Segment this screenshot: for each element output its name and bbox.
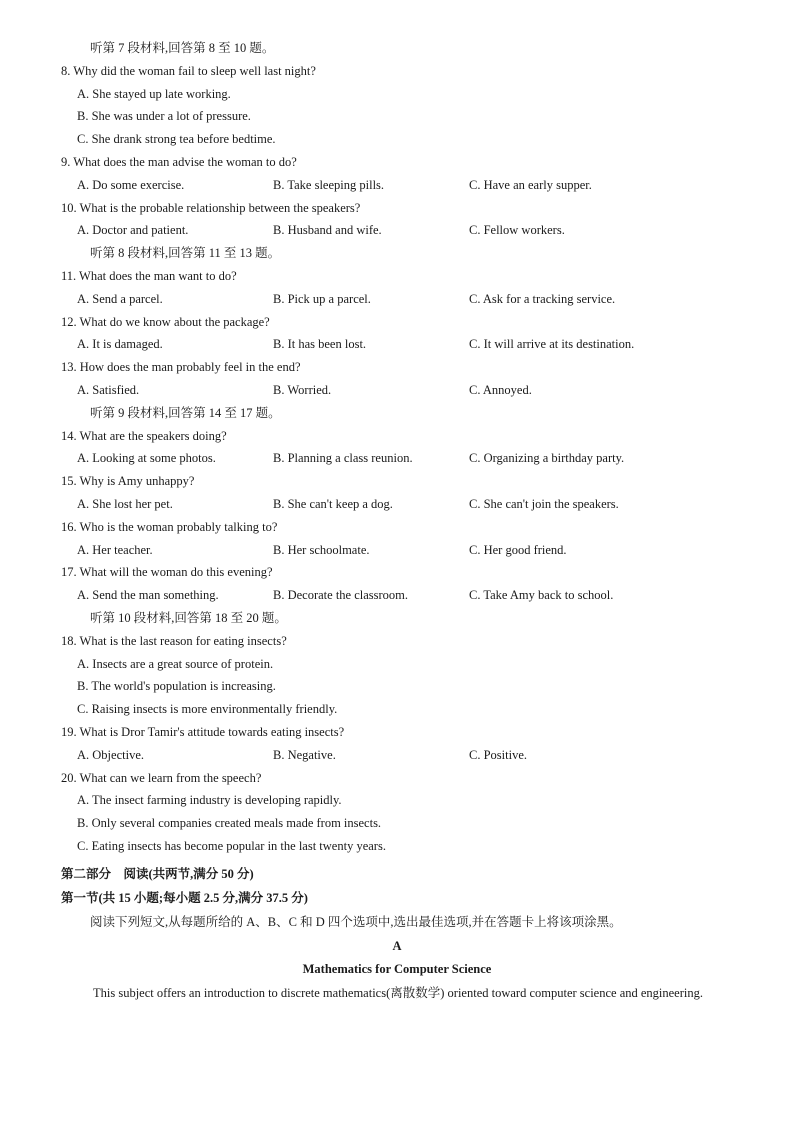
answer-option-a: A. Send the man something. <box>77 588 219 602</box>
answer-option-a: A. Looking at some photos. <box>77 451 216 465</box>
answer-option-a: A. It is damaged. <box>77 337 163 351</box>
section-instruction: 听第 10 段材料,回答第 18 至 20 题。 <box>90 611 287 625</box>
question-stem: 12. What do we know about the package? <box>61 315 270 329</box>
answer-option-a: A. Her teacher. <box>77 543 153 557</box>
answer-option-c: C. Ask for a tracking service. <box>469 292 616 306</box>
question-stem: 19. What is Dror Tamir's attitude towards eating insects? <box>61 725 345 739</box>
question-stem: 17. What will the woman do this evening? <box>61 565 273 579</box>
answer-option-b: B. She can't keep a dog. <box>273 497 393 511</box>
answer-option: B. She was under a lot of pressure. <box>77 109 251 123</box>
section-instruction: 听第 7 段材料,回答第 8 至 10 题。 <box>90 41 275 55</box>
answer-option-b: B. Worried. <box>273 383 332 397</box>
answer-option: A. The insect farming industry is developing rapidly. <box>77 793 342 807</box>
answer-option-c: C. Take Amy back to school. <box>469 588 614 602</box>
question-stem: 20. What can we learn from the speech? <box>61 771 262 785</box>
answer-option-c: C. Positive. <box>469 748 527 762</box>
answer-option-b: B. Negative. <box>273 748 336 762</box>
question-stem: 11. What does the man want to do? <box>61 269 237 283</box>
section-instruction: 听第 8 段材料,回答第 11 至 13 题。 <box>90 246 281 260</box>
section-instruction: 听第 9 段材料,回答第 14 至 17 题。 <box>90 406 281 420</box>
section-one-heading: 第一节(共 15 小题;每小题 2.5 分,满分 37.5 分) <box>61 891 308 905</box>
answer-option-a: A. Do some exercise. <box>77 178 185 192</box>
answer-option-c: C. It will arrive at its destination. <box>469 337 635 351</box>
answer-option-b: B. Take sleeping pills. <box>273 178 385 192</box>
answer-option-c: C. Organizing a birthday party. <box>469 451 625 465</box>
answer-option-c: C. She can't join the speakers. <box>469 497 619 511</box>
answer-option-c: C. Her good friend. <box>469 543 567 557</box>
question-stem: 14. What are the speakers doing? <box>61 429 227 443</box>
answer-option-c: C. Annoyed. <box>469 383 532 397</box>
question-stem: 9. What does the man advise the woman to do? <box>61 155 297 169</box>
answer-option-a: A. She lost her pet. <box>77 497 173 511</box>
answer-option-a: A. Doctor and patient. <box>77 223 189 237</box>
question-stem: 8. Why did the woman fail to sleep well last night? <box>61 64 316 78</box>
answer-option: A. She stayed up late working. <box>77 87 231 101</box>
answer-option: A. Insects are a great source of protein. <box>77 657 274 671</box>
question-stem: 16. Who is the woman probably talking to? <box>61 520 278 534</box>
answer-option-b: B. Pick up a parcel. <box>273 292 371 306</box>
answer-option-a: A. Send a parcel. <box>77 292 163 306</box>
answer-option: C. Eating insects has become popular in the last twenty years. <box>77 839 386 853</box>
answer-option: B. Only several companies created meals made from insects. <box>77 816 382 830</box>
answer-option-b: B. Her schoolmate. <box>273 543 370 557</box>
answer-option: B. The world's population is increasing. <box>77 679 276 693</box>
part-two-heading: 第二部分 阅读(共两节,满分 50 分) <box>61 867 254 881</box>
answer-option-c: C. Have an early supper. <box>469 178 592 192</box>
question-stem: 18. What is the last reason for eating insects? <box>61 634 287 648</box>
answer-option-b: B. It has been lost. <box>273 337 367 351</box>
answer-option-a: A. Satisfied. <box>77 383 140 397</box>
answer-option: C. Raising insects is more environmentally friendly. <box>77 702 338 716</box>
answer-option-b: B. Husband and wife. <box>273 223 382 237</box>
passage-paragraph: This subject offers an introduction to discrete mathematics(离散数学) oriented toward computer science and engineering. <box>93 986 703 1000</box>
answer-option: C. She drank strong tea before bedtime. <box>77 132 276 146</box>
answer-option-b: B. Decorate the classroom. <box>273 588 409 602</box>
question-stem: 13. How does the man probably feel in the end? <box>61 360 301 374</box>
question-stem: 10. What is the probable relationship between the speakers? <box>61 201 361 215</box>
answer-option-b: B. Planning a class reunion. <box>273 451 413 465</box>
answer-option-a: A. Objective. <box>77 748 144 762</box>
passage-letter: A <box>392 939 402 953</box>
answer-option-c: C. Fellow workers. <box>469 223 565 237</box>
passage-title: Mathematics for Computer Science <box>302 962 492 976</box>
question-stem: 15. Why is Amy unhappy? <box>61 474 195 488</box>
reading-instructions: 阅读下列短文,从每题所给的 A、B、C 和 D 四个选项中,选出最佳选项,并在答题卡上将该项涂黑。 <box>90 915 622 929</box>
